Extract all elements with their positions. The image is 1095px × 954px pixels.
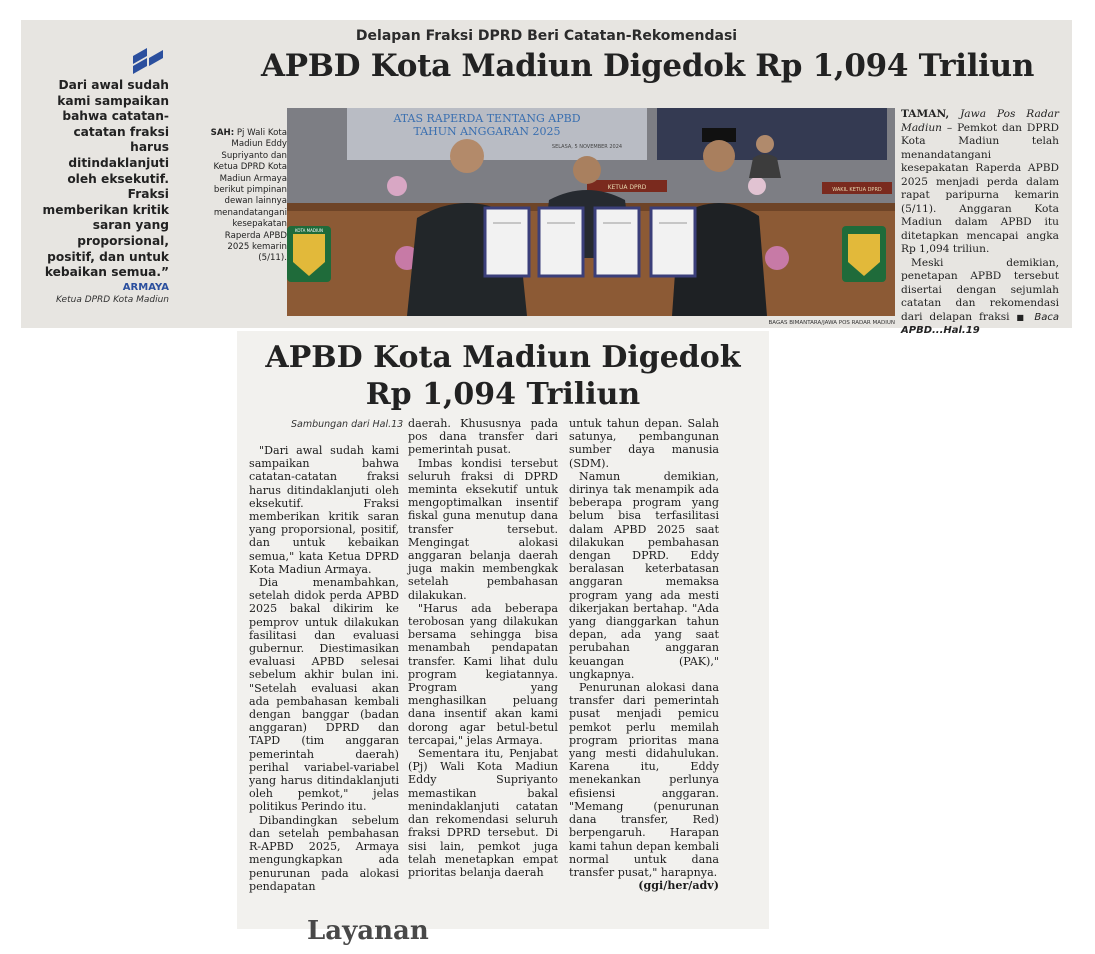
- author-signoff: (ggi/her/adv): [638, 879, 719, 893]
- pull-quote: Dari awal sudah kami sampaikan bahwa catatan-catatan fraksi harus ditindaklanjuti oleh eksekutif. Fraksi memberikan kritik saran yang proporsional, positif, dan untuk kebaikan semua.”: [42, 78, 169, 280]
- svg-text:KOTA MADIUN: KOTA MADIUN: [294, 228, 324, 233]
- dateline-outlet: Jawa Pos Radar Madiun: [901, 108, 1059, 134]
- lede-article: [901, 108, 1059, 338]
- sign-right: WAKIL KETUA DPRD: [832, 187, 882, 193]
- continued-from-label: Sambungan dari Hal.13: [291, 419, 404, 430]
- kicker-line: Delapan Fraksi DPRD Beri Catatan-Rekomendasi: [355, 28, 738, 44]
- caption-lead: SAH:: [210, 128, 235, 138]
- top-news-clipping: [21, 20, 1072, 336]
- continuation-headline-line-1: APBD Kota Madiun Digedok: [265, 340, 741, 375]
- paragraph: "Harus ada beberapa terobosan yang dilakukan bersama sehingga bisa menambah pendapatan transfer. Kami lihat dulu program kegiatannya. Program yang menghasilkan peluang dana insentif akan kami dorong agar betul-betul tercapai," jelas Armaya.: [408, 601, 558, 747]
- dateline-place: TAMAN,: [901, 108, 950, 120]
- pull-quote-author-title: Ketua DPRD Kota Madiun: [55, 295, 169, 305]
- pull-quote-author: ARMAYA: [122, 282, 169, 293]
- lede-text-2: Meski demikian, penetapan APBD tersebut disertai dengan sejumlah catatan dan rekomendasi dari delapan fraksi: [901, 256, 1059, 323]
- lede-text-1: – Pemkot dan DPRD Kota Madiun telah menandatangani kesepakatan Raperda APBD 2025 menjadi perda dalam rapat paripurna kemarin (5/11). Anggaran Kota Madiun dalam APBD itu ditetapkan mencapai angka Rp 1,094 triliun.: [901, 121, 1059, 255]
- paragraph: Dibandingkan sebelum dan setelah pembahasan R-APBD 2025, Armaya mengungkapkan ada penurunan pada alokasi pendapatan: [249, 813, 399, 893]
- caption-text: Pj Wali Kota Madiun Eddy Supriyanto dan Ketua DPRD Kota Madiun Armaya berikut pimpinan dewan lainnya menandatangani kesepakatan Raperda APBD 2025 kemarin (5/11).: [213, 128, 287, 264]
- banner-line-2: TAHUN ANGGARAN 2025: [413, 125, 561, 138]
- paragraph: Dia menambahkan, setelah didok perda APBD 2025 bakal dikirim ke pemprov untuk dilakukan fasilitasi dan evaluasi gubernur. Diestimasikan evaluasi APBD selesai sebelum akhir bulan ini. "Setelah evaluasi akan ada pembahasan kembali dengan banggar (badan anggaran) DPRD dan TAPD (tim anggaran pemerintah daerah) perihal variabel-variabel yang harus ditindaklanjuti oleh pemkot," jelas politikus Perindo itu.: [249, 576, 399, 814]
- photo-credit: BAGAS BIMANTARA/JAWA POS RADAR MADIUN: [768, 320, 895, 326]
- banner-date: SELASA, 5 NOVEMBER 2024: [551, 144, 623, 150]
- continuation-headline: [237, 339, 769, 413]
- paragraph: untuk tahun depan. Salah satunya, pembangunan sumber daya manusia (SDM).: [569, 417, 719, 470]
- paragraph: "Dari awal sudah kami sampaikan bahwa catatan-catatan fraksi harus ditindaklanjuti oleh eksekutif. Fraksi memberikan kritik saran yang proporsional, positif, dan untuk kebaikan semua," kata Ketua DPRD Kota Madiun Armaya.: [249, 444, 399, 576]
- photo-illustration: [287, 108, 895, 316]
- paragraph: Namun demikian, dirinya tak menampik ada beberapa program yang belum bisa terfasilitasi dalam APBD 2025 saat dilakukan pembahasan dengan DPRD. Eddy beralasan keterbatasan anggaran memaksa program yang ada mesti dikerjakan bertahap. "Ada yang dianggarkan tahun depan, ada yang saat perubahan anggaran keuangan (PAK)," ungkapnya.: [569, 469, 719, 681]
- paragraph: Penurunan alokasi dana transfer dari pemerintah pusat menjadi pemicu pemkot perlu memilah program prioritas mana yang mesti didahulukan. Karena itu, Eddy menekankan perlunya efisiensi anggaran. "Memang (penurunan dana transfer, Red) berpengaruh. Harapan kami tahun depan kembali normal untuk dana transfer pusat," harapnya.: [569, 681, 719, 879]
- article-column-3: [569, 417, 719, 892]
- main-headline: APBD Kota Madiun Digedok Rp 1,094 Triliun: [261, 48, 1035, 84]
- lede-paragraph-1: [901, 108, 1059, 257]
- kota-madiun-emblem-right: [842, 226, 886, 282]
- kota-madiun-emblem-left: [287, 226, 331, 282]
- photo-caption: [207, 128, 287, 265]
- lede-paragraph-2: [901, 257, 1059, 338]
- end-square-icon: ■: [1016, 312, 1028, 322]
- banner-line-1: ATAS RAPERDA TENTANG APBD: [393, 112, 581, 125]
- continuation-headline-line-2: Rp 1,094 Triliun: [365, 377, 641, 412]
- paragraph: daerah. Khususnya pada pos dana transfer dari pemerintah pusat.: [408, 417, 558, 457]
- paragraph: Sementara itu, Penjabat (Pj) Wali Kota Madiun Eddy Supriyanto memastikan bakal menindaklanjuti catatan dan rekomendasi seluruh fraksi DPRD tersebut. Di sisi lain, pemkot juga telah menetapkan empat prioritas belanja daerah: [408, 747, 558, 879]
- sign-left: KETUA DPRD: [607, 184, 647, 191]
- article-column-1: [249, 444, 399, 893]
- next-article-headline-cut: Layanan: [307, 916, 429, 946]
- continuation-clipping: [237, 331, 769, 946]
- paragraph: Imbas kondisi tersebut seluruh fraksi di DPRD meminta eksekutif untuk mengoptimalkan insentif fiskal guna menutup dana transfer tersebut. Mengingat alokasi anggaran belanja daerah juga makin membengkak setelah pembahasan dilakukan.: [408, 456, 558, 602]
- newspaper-logo-icon: [131, 46, 165, 76]
- signing-ceremony-photo: [287, 108, 895, 316]
- read-more-link[interactable]: Baca APBD...Hal.19: [901, 311, 1060, 336]
- article-column-2: [408, 417, 558, 879]
